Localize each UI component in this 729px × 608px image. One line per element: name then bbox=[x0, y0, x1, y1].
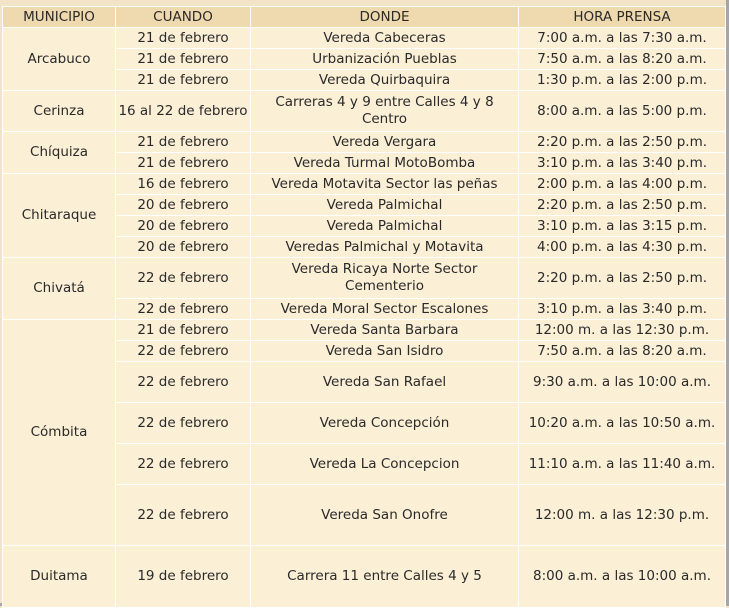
table-row bbox=[3, 28, 726, 49]
donde-cell: Vereda San Rafael bbox=[251, 362, 519, 403]
donde-cell: Vereda Vergara bbox=[251, 132, 519, 153]
donde-cell: Vereda Motavita Sector las peñas bbox=[251, 174, 519, 195]
hora-cell: 8:00 a.m. a las 5:00 p.m. bbox=[519, 91, 726, 132]
donde-cell: Vereda Ricaya Norte Sector Cementerio bbox=[251, 258, 519, 299]
hora-cell: 12:00 m. a las 12:30 p.m. bbox=[519, 485, 726, 546]
municipio-cell: Cerinza bbox=[3, 91, 116, 132]
cuando-cell: 22 de febrero bbox=[116, 362, 251, 403]
table-row bbox=[3, 320, 726, 341]
donde-cell: Vereda Palmichal bbox=[251, 216, 519, 237]
table-row bbox=[3, 258, 726, 299]
schedule-table bbox=[2, 6, 726, 608]
hora-cell: 12:00 m. a las 12:30 p.m. bbox=[519, 320, 726, 341]
cuando-cell: 22 de febrero bbox=[116, 485, 251, 546]
hora-cell: 2:20 p.m. a las 2:50 p.m. bbox=[519, 258, 726, 299]
donde-cell: Vereda Quirbaquira bbox=[251, 70, 519, 91]
donde-cell: Vereda Cabeceras bbox=[251, 28, 519, 49]
cuando-cell: 21 de febrero bbox=[116, 49, 251, 70]
cuando-cell: 22 de febrero bbox=[116, 299, 251, 320]
table-row bbox=[3, 132, 726, 153]
hora-cell: 10:20 a.m. a las 10:50 a.m. bbox=[519, 403, 726, 444]
donde-cell: Urbanización Pueblas bbox=[251, 49, 519, 70]
cuando-cell: 22 de febrero bbox=[116, 403, 251, 444]
cuando-cell: 20 de febrero bbox=[116, 216, 251, 237]
hora-cell: 2:20 p.m. a las 2:50 p.m. bbox=[519, 132, 726, 153]
cuando-cell: 16 al 22 de febrero bbox=[116, 91, 251, 132]
cuando-cell: 22 de febrero bbox=[116, 341, 251, 362]
cuando-cell: 16 de febrero bbox=[116, 174, 251, 195]
hora-cell: 9:30 a.m. a las 10:00 a.m. bbox=[519, 362, 726, 403]
donde-cell: Carrera 11 entre Calles 4 y 5 bbox=[251, 546, 519, 608]
cuando-cell: 21 de febrero bbox=[116, 70, 251, 91]
municipio-cell: Cómbita bbox=[3, 320, 116, 546]
hora-cell: 3:10 p.m. a las 3:15 p.m. bbox=[519, 216, 726, 237]
cuando-cell: 22 de febrero bbox=[116, 444, 251, 485]
cuando-cell: 20 de febrero bbox=[116, 237, 251, 258]
donde-cell: Veredas Palmichal y Motavita bbox=[251, 237, 519, 258]
header-municipio: MUNICIPIO bbox=[3, 7, 116, 28]
cuando-cell: 20 de febrero bbox=[116, 195, 251, 216]
table-row bbox=[3, 91, 726, 132]
municipio-cell: Chitaraque bbox=[3, 174, 116, 258]
donde-cell: Vereda La Concepcion bbox=[251, 444, 519, 485]
donde-cell: Vereda Concepción bbox=[251, 403, 519, 444]
hora-cell: 8:00 a.m. a las 10:00 a.m. bbox=[519, 546, 726, 608]
donde-cell: Vereda Moral Sector Escalones bbox=[251, 299, 519, 320]
hora-cell: 11:10 a.m. a las 11:40 a.m. bbox=[519, 444, 726, 485]
hora-cell: 4:00 p.m. a las 4:30 p.m. bbox=[519, 237, 726, 258]
hora-cell: 7:00 a.m. a las 7:30 a.m. bbox=[519, 28, 726, 49]
cuando-cell: 21 de febrero bbox=[116, 153, 251, 174]
cuando-cell: 21 de febrero bbox=[116, 132, 251, 153]
table-row bbox=[3, 546, 726, 608]
hora-cell: 2:00 p.m. a las 4:00 p.m. bbox=[519, 174, 726, 195]
hora-cell: 1:30 p.m. a las 2:00 p.m. bbox=[519, 70, 726, 91]
header-donde: DONDE bbox=[251, 7, 519, 28]
header-cuando: CUANDO bbox=[116, 7, 251, 28]
hora-cell: 3:10 p.m. a las 3:40 p.m. bbox=[519, 153, 726, 174]
header-row bbox=[3, 7, 726, 28]
donde-cell: Vereda Santa Barbara bbox=[251, 320, 519, 341]
donde-cell: Vereda Turmal MotoBomba bbox=[251, 153, 519, 174]
hora-cell: 7:50 a.m. a las 8:20 a.m. bbox=[519, 341, 726, 362]
cuando-cell: 19 de febrero bbox=[116, 546, 251, 608]
donde-cell: Vereda San Isidro bbox=[251, 341, 519, 362]
municipio-cell: Chíquiza bbox=[3, 132, 116, 174]
table-row bbox=[3, 174, 726, 195]
hora-cell: 7:50 a.m. a las 8:20 a.m. bbox=[519, 49, 726, 70]
cuando-cell: 21 de febrero bbox=[116, 28, 251, 49]
municipio-cell: Chivatá bbox=[3, 258, 116, 320]
donde-cell: Carreras 4 y 9 entre Calles 4 y 8 Centro bbox=[251, 91, 519, 132]
cuando-cell: 21 de febrero bbox=[116, 320, 251, 341]
municipio-cell: Duitama bbox=[3, 546, 116, 608]
hora-cell: 2:20 p.m. a las 2:50 p.m. bbox=[519, 195, 726, 216]
cuando-cell: 22 de febrero bbox=[116, 258, 251, 299]
donde-cell: Vereda San Onofre bbox=[251, 485, 519, 546]
table-body bbox=[3, 28, 726, 608]
hora-cell: 3:10 p.m. a las 3:40 p.m. bbox=[519, 299, 726, 320]
donde-cell: Vereda Palmichal bbox=[251, 195, 519, 216]
municipio-cell: Arcabuco bbox=[3, 28, 116, 91]
header-hora: HORA PRENSA bbox=[519, 7, 726, 28]
